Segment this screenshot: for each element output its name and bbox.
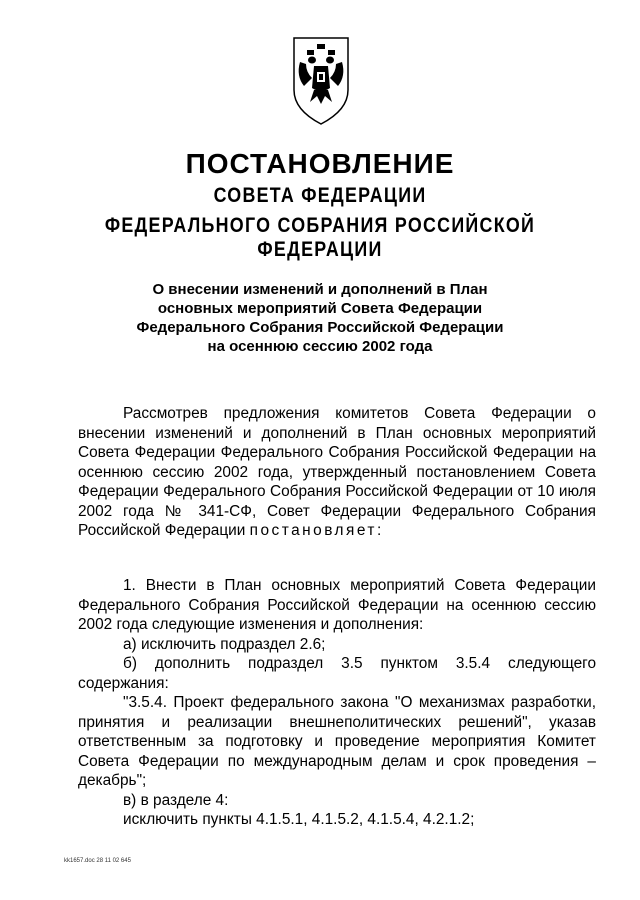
coat-of-arms-emblem bbox=[290, 32, 352, 128]
issuer-line-1: СОВЕТА ФЕДЕРАЦИИ bbox=[213, 184, 427, 207]
preamble-paragraph bbox=[78, 404, 596, 541]
subject-line: О внесении изменений и дополнений в План bbox=[152, 281, 488, 298]
subject-line: основных мероприятий Совета Федерации bbox=[157, 300, 483, 317]
item-a: а) исключить подраздел 2.6; bbox=[123, 635, 326, 653]
amendments-section bbox=[78, 576, 596, 830]
preamble-text: Рассмотрев предложения комитетов Совета Федерации о внесении изменений и дополнений в План основных мероприятий Совета Федерации Федерального Собрания Российской Федерации на осеннюю сессию 2002 года, утвержденный постановлением Совета Федерации Федерального Собрания Российской Федерации от 10 июля 2002 года № 341-СФ, Совет Федерации Федерального Собрания Российской Федерации bbox=[78, 405, 596, 539]
item-quote: "3.5.4. Проект федерального закона "О механизмах разработки, принятия и реализации внешнеполитических решений", указав ответственным за подготовку и проведение мероприятия Комитет Совета Федерации по международным делам и срок проведения – декабрь"; bbox=[78, 694, 596, 789]
item-exclude: исключить пункты 4.1.5.1, 4.1.5.2, 4.1.5.4, 4.2.1.2; bbox=[123, 811, 475, 828]
subject-line: на осеннюю сессию 2002 года bbox=[207, 338, 433, 355]
document-title: ПОСТАНОВЛЕНИЕ bbox=[185, 148, 455, 179]
resolves-word: постановляет: bbox=[249, 522, 384, 539]
issuer-line-2: ФЕДЕРАЛЬНОГО СОБРАНИЯ РОССИЙСКОЙ ФЕДЕРАЦИИ bbox=[104, 214, 536, 261]
file-reference: kk1657.doc 28 11 02 645 bbox=[64, 858, 131, 864]
subject-line: Федерального Собрания Российской Федерации bbox=[136, 319, 504, 336]
item-v: в) в разделе 4: bbox=[123, 791, 229, 809]
document-subject bbox=[100, 280, 540, 356]
item-b: б) дополнить подраздел 3.5 пунктом 3.5.4 следующего содержания: bbox=[78, 655, 596, 692]
item-1: 1. Внести в План основных мероприятий Совета Федерации Федерального Собрания Российской Федерации на осеннюю сессию 2002 года следующие изменения и дополнения: bbox=[78, 577, 596, 633]
